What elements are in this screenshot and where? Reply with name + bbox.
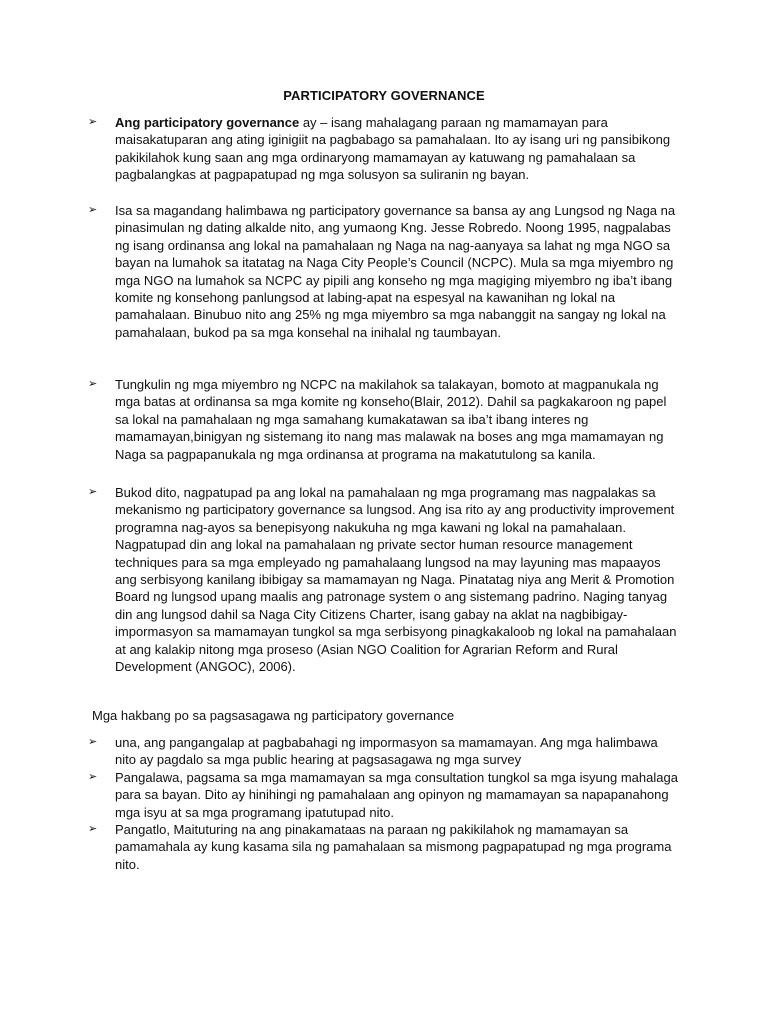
arrow-bullet-icon: ➢	[88, 770, 98, 783]
paragraph-list-4	[88, 484, 678, 675]
paragraph-list-2	[88, 202, 678, 341]
paragraph-item	[88, 114, 678, 184]
paragraph-body: ay – isang mahalagang paraan ng mamamayan para maisakatuparan ang ating iginigiit na pagbabago sa pamahalaan. Ito ay isang uri ng pansibikong pakikilahok kung saan ang mga ordinaryong mamamayan ay katuwang ng pamahalaan sa pagbalangkas at pagpapatupad ng mga solusyon sa suliranin ng bayan.	[115, 115, 671, 183]
paragraph-lead: Ang participatory governance	[115, 115, 300, 130]
step-text: una, ang pangangalap at pagbabahagi ng impormasyon sa mamamayan. Ang mga halimbawa nito ay pagdalo sa mga public hearing at pagsasagawa ng mga survey	[115, 735, 658, 768]
arrow-bullet-icon: ➢	[88, 204, 98, 216]
paragraph-body: Bukod dito, nagpatupad pa ang lokal na pamahalaan ng mga programang mas nagpalakas sa mekanismo ng participatory governance sa lungsod. Ang isa rito ay ang productivity improvement programna nag-ayos sa benepisyong nakukuha ng mga kawani ng lokal na pamahalaan. Nagpatupad din ang lokal na pamahalaan ng private sector human resource management techniques para sa mga empleyado ng pamahalaang lungsod na may layuning mas mapaayos ang serbisyong kanilang ibibigay sa mamamayan ng Naga. Pinatatag niya ang Merit & Promotion Board ng lungsod upang maalis ang patronage system o ang sistemang padrino. Naging tanyag din ang lungsod dahil sa Naga City Citizens Charter, isang gabay na aklat na nagbibigay-impormasyon sa mamamayan tungkol sa mga serbisyong pinagkakaloob ng lokal na pamahalaan at ang kalakip nitong mga proseso (Asian NGO Coalition for Agrarian Reform and Rural Development (ANGOC), 2006).	[115, 485, 677, 675]
document-title: PARTICIPATORY GOVERNANCE	[283, 88, 485, 103]
step-item	[88, 821, 678, 873]
arrow-bullet-icon: ➢	[88, 823, 98, 836]
paragraph-item	[88, 484, 678, 675]
arrow-bullet-icon: ➢	[88, 378, 98, 390]
paragraph-text	[115, 115, 670, 182]
steps-heading: Mga hakbang po sa pagsasagawa ng participatory governance	[92, 708, 455, 723]
step-item	[88, 734, 678, 769]
step-item	[88, 769, 678, 821]
paragraph-body: Isa sa magandang halimbawa ng participatory governance sa bansa ay ang Lungsod ng Naga na pinasimulan ng dating alkalde nito, ang yumaong Kng. Jesse Robredo. Noong 1995, nagpalabas ng isang ordinansa ang lokal na pamahalaan ng Naga na nag-aanyaya sa lahat ng mga NGO sa bayan na lumahok sa itatatag na Naga City People’s Council (NCPC). Mula sa mga miyembro ng mga NGO na lumahok sa NCPC ay pipili ang konseho ng mga magiging miyembro ng iba’t ibang komite ng konsehong panlungsod at labing-apat na espesyal na kawanihan ng lokal na pamahalaan. Binubuo nito ang 25% ng mga miyembro sa mga nabanggit na sangay ng lokal na pamahalaan, bukod pa sa mga konsehal na inihalal ng taumbayan.	[115, 203, 676, 340]
arrow-bullet-icon: ➢	[88, 116, 98, 128]
steps-list	[88, 734, 678, 873]
paragraph-item	[88, 202, 678, 341]
arrow-bullet-icon: ➢	[88, 486, 98, 498]
paragraph-body: Tungkulin ng mga miyembro ng NCPC na makilahok sa talakayan, bomoto at magpanukala ng mga batas at ordinansa sa mga komite ng konseho(Blair, 2012). Dahil sa pagkakaroon ng papel sa lokal na pamahalaan ng mga samahang kumakatawan sa iba’t ibang interes ng mamamayan,binigyan ng sistemang ito nang mas malawak na boses ang mga mamamayan ng Naga sa pagpapanukala ng mga ordinansa at programa na makatutulong sa kanila.	[115, 377, 667, 462]
step-text: Pangatlo, Maituturing na ang pinakamataas na paraan ng pakikilahok ng mamamayan sa pamamahala ay kung kasama sila ng pamahalaan sa mismong pagpapatupad ng mga programa nito.	[115, 822, 672, 872]
paragraph-list-1	[88, 114, 678, 184]
step-text: Pangalawa, pagsama sa mga mamamayan sa mga consultation tungkol sa mga isyung mahalaga para sa bayan. Dito ay hinihingi ng pamahalaan ang opinyon ng mamamayan sa napapanahong mga isyu at sa mga programang ipatutupad nito.	[115, 769, 678, 820]
paragraph-list-3	[88, 376, 678, 463]
arrow-bullet-icon: ➢	[88, 736, 98, 748]
paragraph-item	[88, 376, 678, 463]
